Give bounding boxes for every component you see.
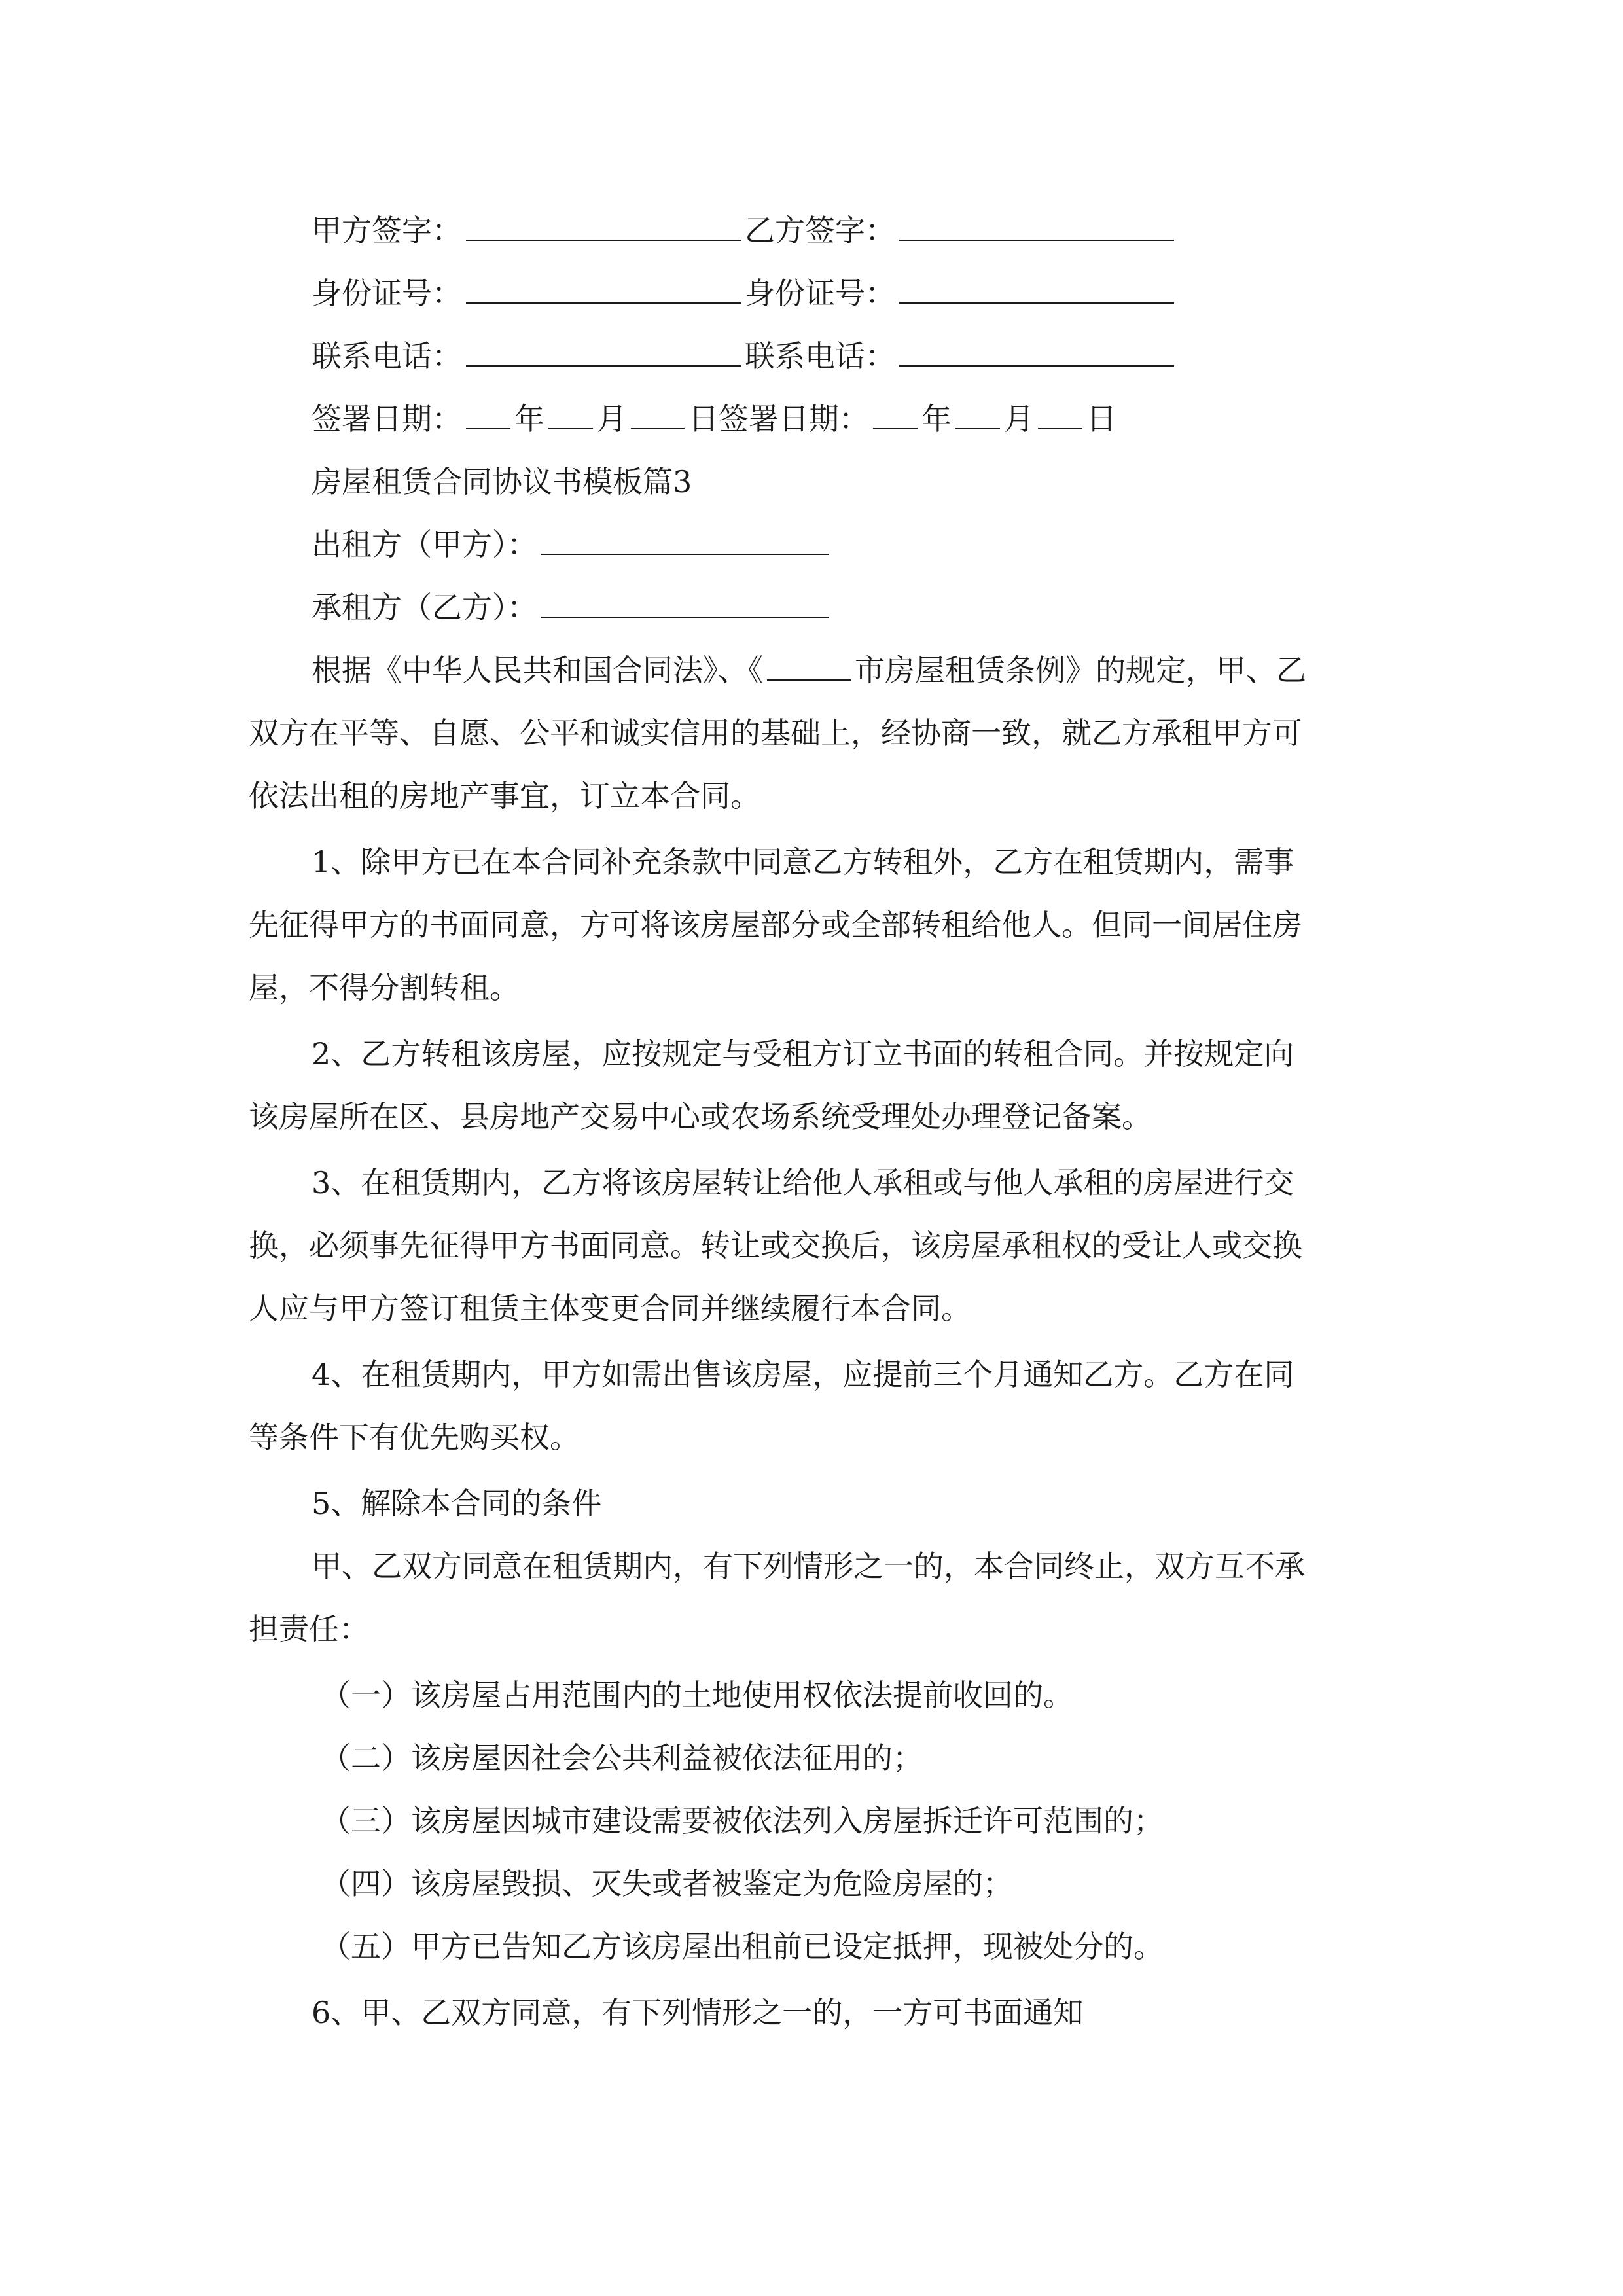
phone-label-a: 联系电话： [312,338,462,374]
id-blank-b[interactable] [899,276,1174,304]
party-b-sign-blank[interactable] [899,213,1174,241]
year-a: 年 [514,401,544,437]
id-label-b: 身份证号： [745,276,895,311]
month-a: 月 [597,401,627,437]
lessee-label: 承租方（乙方）： [312,590,537,625]
phone-label-b: 联系电话： [745,338,895,374]
clause-5-item-3: （三）该房屋因城市建设需要被依法列入房屋拆迁许可范围的； [321,1803,1164,1839]
clause-4-line-1: 4、在租赁期内，甲方如需出售该房屋，应提前三个月通知乙方。乙方在同 [312,1357,1294,1392]
party-a-sign-blank[interactable] [466,213,741,241]
clause-6-line-1: 6、甲、乙双方同意，有下列情形之一的，一方可书面通知 [312,1995,1084,2030]
clause-2-line-1: 2、乙方转租该房屋，应按规定与受租方订立书面的转租合同。并按规定向 [312,1036,1294,1071]
clause-2-line-2: 该房屋所在区、县房地产交易中心或农场系统受理处办理登记备案。 [249,1099,1152,1134]
section-title: 房屋租赁合同协议书模板篇3 [312,464,692,499]
intro-line-3: 依法出租的房地产事宜，订立本合同。 [249,778,760,814]
clause-3-line-2: 换，必须事先征得甲方书面同意。转让或交换后，该房屋承租权的受让人或交换 [249,1228,1302,1263]
id-label-a: 身份证号： [312,276,462,311]
id-row [0,274,1623,313]
id-blank-a[interactable] [466,276,741,304]
lessee-blank[interactable] [541,590,829,618]
clause-3-line-3: 人应与甲方签订租赁主体变更合同并继续履行本合同。 [249,1291,971,1326]
lessor-row [0,525,1623,564]
month-blank-b[interactable] [955,402,1000,429]
month-blank-a[interactable] [548,402,593,429]
clause-3-line-1: 3、在租赁期内，乙方将该房屋转让给他人承租或与他人承租的房屋进行交 [312,1165,1294,1200]
intro-line-1b: 市房屋租赁条例》的规定，甲、乙 [855,653,1306,688]
sign-row [0,211,1623,250]
year-b: 年 [921,401,952,437]
clause-1-line-1: 1、除甲方已在本合同补充条款中同意乙方转租外，乙方在租赁期内，需事 [312,844,1294,880]
month-b: 月 [1004,401,1034,437]
phone-blank-a[interactable] [466,339,741,367]
clause-5-item-5: （五）甲方已告知乙方该房屋出租前已设定抵押，现被处分的。 [321,1929,1164,1964]
clause-4-line-2: 等条件下有优先购买权。 [249,1420,580,1455]
intro-line-1a: 根据《中华人民共和国合同法》、《 [312,653,763,688]
clause-1-line-3: 屋，不得分割转租。 [249,970,520,1005]
lessor-blank[interactable] [541,528,829,555]
year-blank-a[interactable] [466,402,510,429]
date-label-a: 签署日期： [312,401,462,437]
clause-5-title: 5、解除本合同的条件 [312,1486,602,1521]
clause-5-item-2: （二）该房屋因社会公共利益被依法征用的； [321,1740,923,1776]
day-blank-a[interactable] [631,402,685,429]
clause-5-intro-line-2: 担责任： [249,1611,369,1647]
city-blank[interactable] [767,653,851,681]
party-a-sign-label: 甲方签字： [312,213,462,248]
day-b: 日 [1086,401,1116,437]
party-b-sign-label: 乙方签字： [745,213,895,248]
clause-5-item-1: （一）该房屋占用范围内的土地使用权依法提前收回的。 [321,1677,1073,1713]
intro-line-1 [0,651,1623,690]
intro-line-2: 双方在平等、自愿、公平和诚实信用的基础上，经协商一致，就乙方承租甲方可 [249,715,1302,751]
clause-5-intro-line-1: 甲、乙双方同意在租赁期内，有下列情形之一的，本合同终止，双方互不承 [312,1549,1305,1584]
clause-5-item-4: （四）该房屋毁损、灭失或者被鉴定为危险房屋的； [321,1866,1013,1901]
year-blank-b[interactable] [873,402,918,429]
day-blank-b[interactable] [1038,402,1082,429]
date-label-b: 日签署日期： [688,401,869,437]
phone-blank-b[interactable] [899,339,1174,367]
clause-1-line-2: 先征得甲方的书面同意，方可将该房屋部分或全部转租给他人。但同一间居住房 [249,907,1302,942]
phone-row [0,336,1623,376]
date-row [0,399,1623,439]
lessee-row [0,588,1623,627]
lessor-label: 出租方（甲方）： [312,527,537,562]
